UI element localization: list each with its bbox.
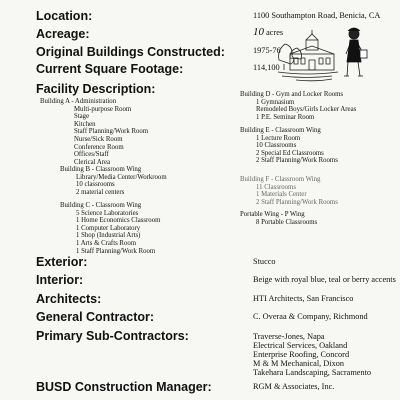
sub-contractors-list bbox=[253, 332, 371, 377]
original-buildings-value: 1975-76 bbox=[253, 46, 281, 55]
building-e-title: Building E - Classroom Wing bbox=[240, 127, 321, 134]
general-contractor-value: C. Overaa & Company, Richmond bbox=[253, 312, 368, 321]
acreage-number: 10 bbox=[253, 26, 264, 38]
building-d-block bbox=[240, 91, 356, 121]
building-c-item: 1 Home Economics Classroom bbox=[76, 217, 161, 225]
building-c-item: 1 Arts & Crafts Room bbox=[76, 239, 137, 247]
construction-manager-label: BUSD Construction Manager: bbox=[36, 380, 212, 394]
architects-value: HTI Architects, San Francisco bbox=[253, 294, 354, 303]
building-d-title: Building D - Gym and Locker Rooms bbox=[240, 91, 344, 98]
building-a-item: Conference Room bbox=[74, 143, 124, 151]
interior-label: Interior: bbox=[36, 273, 84, 287]
construction-manager-value: RGM & Associates, Inc. bbox=[253, 382, 335, 391]
building-f-item: 1 Materials Center bbox=[256, 191, 307, 199]
building-c-block bbox=[60, 202, 160, 255]
building-a-item: Nurse/Sick Room bbox=[74, 135, 123, 143]
general-contractor-label: General Contractor: bbox=[36, 310, 155, 324]
building-e-block bbox=[240, 127, 338, 165]
building-e-item: 10 Classrooms bbox=[256, 142, 297, 150]
building-c-title: Building C - Classroom Wing bbox=[60, 202, 142, 209]
building-a-item: Offices/Staff bbox=[74, 151, 109, 159]
building-d-item: 1 P.E. Seminar Room bbox=[256, 113, 315, 121]
building-e-item: 2 Staff Planning/Work Rooms bbox=[256, 157, 338, 165]
building-d-item: 1 Gymnasium bbox=[256, 98, 295, 106]
sub-contractor-item: Enterprise Roofing, Concord bbox=[253, 350, 350, 359]
building-a-item: Kitchen bbox=[74, 120, 96, 128]
building-e-item: 1 Lecture Room bbox=[256, 134, 301, 142]
building-c-item: 1 Computer Laboratory bbox=[76, 224, 141, 232]
building-a-title: Building A - Administration bbox=[40, 98, 117, 105]
square-footage-value: 114,100 bbox=[253, 63, 280, 72]
portable-wing-title: Portable Wing - P Wing bbox=[240, 211, 305, 218]
building-e-item: 2 Special Ed Classrooms bbox=[256, 149, 324, 157]
square-footage-label: Current Square Footage: bbox=[36, 62, 184, 76]
acreage-label: Acreage: bbox=[36, 27, 90, 41]
building-f-title: Building F - Classroom Wing bbox=[240, 176, 321, 183]
location-label: Location: bbox=[36, 9, 93, 23]
building-a-item: Multi-purpose Room bbox=[74, 105, 132, 113]
sub-contractor-item: Takehara Landscaping, Sacramento bbox=[253, 368, 372, 377]
building-a-block bbox=[40, 98, 148, 166]
building-b-item: 2 material centers bbox=[76, 188, 125, 196]
building-a-item: Stage bbox=[74, 113, 90, 121]
sub-contractors-label: Primary Sub-Contractors: bbox=[36, 329, 189, 343]
sub-contractor-item: M & M Mechanical, Dixon bbox=[253, 359, 345, 368]
original-buildings-label: Original Buildings Constructed: bbox=[36, 45, 225, 59]
building-c-item: 1 Shop (Industrial Arts) bbox=[76, 232, 141, 240]
school-building-sketch bbox=[276, 14, 372, 86]
sub-contractor-item: Electrical Services, Oakland bbox=[253, 341, 348, 350]
building-d-item: Remodeled Boys/Girls Locker Areas bbox=[256, 106, 357, 114]
building-f-block bbox=[240, 176, 338, 206]
location-value: 1100 Southampton Road, Benicia, CA bbox=[253, 11, 381, 20]
acreage-unit: acres bbox=[266, 28, 284, 37]
architects-label: Architects: bbox=[36, 292, 102, 306]
building-b-title: Building B - Classroom Wing bbox=[60, 166, 142, 173]
facility-description-label: Facility Description: bbox=[36, 82, 156, 96]
interior-value: Beige with royal blue, teal or berry accents bbox=[253, 275, 396, 284]
building-c-item: 5 Science Laboratories bbox=[76, 209, 139, 217]
building-b-block bbox=[60, 166, 167, 196]
building-f-item: 2 Staff Planning/Work Rooms bbox=[256, 198, 338, 206]
exterior-value: Stucco bbox=[253, 257, 276, 266]
building-b-item: 10 classrooms bbox=[76, 181, 115, 189]
portable-wing-item: 8 Portable Classrooms bbox=[256, 218, 318, 226]
building-a-item: Staff Planning/Work Room bbox=[74, 128, 149, 136]
building-b-item: Library/Media Center/Workroom bbox=[76, 173, 167, 181]
portable-wing-block bbox=[240, 211, 317, 226]
building-a-item: Clerical Area bbox=[74, 158, 111, 166]
building-f-item: 11 Classrooms bbox=[256, 183, 296, 191]
building-c-item: 1 Staff Planning/Work Room bbox=[76, 247, 156, 255]
sub-contractor-item: Traverse-Jones, Napa bbox=[253, 332, 325, 341]
exterior-label: Exterior: bbox=[36, 255, 88, 269]
